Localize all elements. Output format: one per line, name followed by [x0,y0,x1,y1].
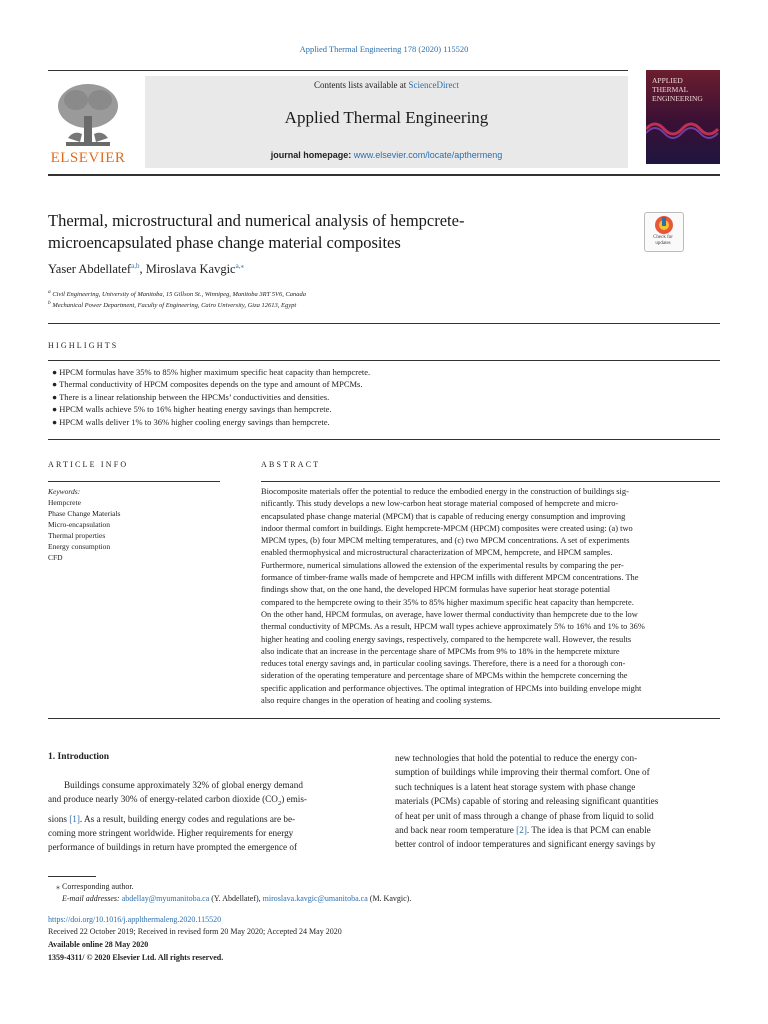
intro-line: better control of indoor temperatures and significant energy savings by [395,839,656,850]
intro-line: Buildings consume approximately 32% of global energy demand [64,780,303,790]
abstract-line: higher heating and cooling energy savings, respectively, compared to the hempcrete wall. However, the results [261,634,632,644]
abstract-line: also require changes in the operation of heating and cooling systems. [261,696,492,706]
check-updates-line: updates [655,240,671,246]
abstract-line: On the other hand, HPCM formulas, on average, have lower thermal conductivity than hempcrete due to the low [261,609,638,619]
paper-title-line: Thermal, microstructural and numerical analysis of hempcrete- [48,211,465,230]
abstract-line: Furthermore, numerical simulations allowed the extension of the experimental results by comparing the per- [261,560,624,570]
copyright-line: 1359-4311/ © 2020 Elsevier Ltd. All rights reserved. [48,953,224,962]
email-label: E-mail addresses: [62,894,122,903]
homepage-line [145,150,628,160]
highlight-text: HPCM walls achieve 5% to 16% higher heating energy savings than hempcrete. [59,404,332,414]
email-owner: (Y. Abdellatef), [209,894,263,903]
affiliation-b [48,300,296,309]
abstract-line: encapsulated phase change material (MPCM) that is capable of reducing energy consumption and improving [261,511,626,521]
journal-title: Applied Thermal Engineering [284,108,489,127]
author-affiliation-sup[interactable]: a,b [131,262,140,270]
reference-link[interactable]: [1] [69,813,80,824]
highlight-item: ● Thermal conductivity of HPCM composites depends on the type and amount of MPCMs. [52,379,363,389]
keyword: Energy consumption [48,542,111,551]
email-owner: (M. Kavgic). [367,894,412,903]
intro-right-column [395,751,720,852]
section-rule [48,718,720,719]
highlight-text: There is a linear relationship between the HPCMs’ conductivities and densities. [59,392,330,402]
author-separator: , [139,262,146,277]
article-info-heading: ARTICLE INFO [48,460,129,469]
abstract-line: MPCM types, (b) four MPCM melting temperatures, and (c) two MPCM concentrations. A set of experiments [261,536,630,546]
abstract-line: also indicate that an increase in the percentage share of MPCMs from 9% to 18% in the hempcrete mixture [261,646,620,656]
check-for-updates-button[interactable] [644,212,684,252]
elsevier-wordmark: ELSEVIER [50,150,126,166]
highlight-item: ● There is a linear relationship between the HPCMs’ conductivities and densities. [52,392,330,402]
abstract-line: formance of timber-frame walls made of hempcrete and HPCM infills with different MPCM concentrations. The [261,573,639,583]
footnote-rule [48,876,96,877]
highlight-text: HPCM formulas have 35% to 85% higher maximum specific heat capacity than hempcrete. [59,367,371,377]
abstract-line: enabled thermophysical and microstructural characterization of MPCM, hempcrete, and HPCM samples. [261,548,613,558]
highlight-text: HPCM walls deliver 1% to 36% higher cooling energy savings than hempcrete. [59,417,330,427]
article-info-rule [48,481,220,482]
email-link[interactable]: abdellay@myumanitoba.ca [121,894,210,903]
affiliation-text: Civil Engineering, University of Manitoba, 15 Gillson St., Winnipeg, Manitoba 3RT 5V6, Canada [52,291,307,299]
author-name: Yaser Abdellatef [48,262,132,277]
abstract-line: reduces total energy savings and, in particular cooling savings. Therefore, there is a need for a thorough con- [261,659,626,669]
author-name: Miroslava Kavgic [145,262,236,277]
highlight-item: ● HPCM walls deliver 1% to 36% higher cooling energy savings than hempcrete. [52,417,330,427]
intro-line [48,792,374,811]
keyword: Micro-encapsulation [48,520,111,529]
sciencedirect-link[interactable]: ScienceDirect [408,80,459,90]
section-rule [48,323,720,324]
top-rule [48,70,628,71]
abstract-line: specific application and performance objectives. The optimal integration of HPCMs into building envelope might [261,683,642,693]
keyword: Hempcrete [48,498,81,507]
intro-text: . As a result, building energy codes and regulations are be- [79,813,296,824]
abstract-line: thermal conductivity of MPCMs. As a result, HPCM wall types achieve approximately 5% to 16% and 1% to 36% [261,622,645,632]
contents-prefix: Contents lists available at [314,80,409,90]
intro-text: and produce nearly 30% of energy-related carbon dioxide (CO [48,794,278,805]
abstract-line: sideration of the operating temperature and percentage share of MPCMs within the hempcrete concerning the [261,671,628,681]
highlight-item: ● HPCM walls achieve 5% to 16% higher heating energy savings than hempcrete. [52,404,332,414]
highlight-item: ● HPCM formulas have 35% to 85% higher maximum specific heat capacity than hempcrete. [52,367,371,377]
paper-title [48,210,618,254]
cover-pattern [646,118,720,140]
journal-citation[interactable]: Applied Thermal Engineering 178 (2020) 115520 [299,44,469,54]
check-updates-icon [645,213,683,237]
corresponding-author-note: ⁎ Corresponding author. [56,882,134,891]
abstract-rule [261,481,720,482]
abstract-heading: ABSTRACT [261,460,321,469]
intro-line [48,812,374,826]
highlights-top-rule [48,360,720,361]
affiliation-sup: b [48,300,51,306]
cover-title-line: APPLIED [652,76,683,85]
check-updates-label [644,235,682,246]
keywords-label: Keywords: [48,487,81,496]
introduction-heading: 1. Introduction [48,752,110,762]
highlight-text: Thermal conductivity of HPCM composites depends on the type and amount of MPCMs. [59,379,363,389]
keyword: Thermal properties [48,531,106,540]
header-rule [48,174,720,176]
affiliation-a [48,289,306,298]
keyword: Phase Change Materials [48,509,121,518]
received-dates: Received 22 October 2019; Received in revised form 20 May 2020; Accepted 24 May 2020 [48,927,342,936]
intro-text: ) emis- [281,794,307,805]
intro-line: new technologies that hold the potential to reduce the energy con- [395,753,638,763]
intro-text: sions [48,813,70,824]
intro-line [395,823,720,837]
abstract-line: nificantly. This study develops a new low-carbon heat storage material composed of hempcrete and micro- [261,499,619,509]
intro-text: and back near room temperature [395,825,517,836]
email-link[interactable]: miroslava.kavgic@umanitoba.ca [262,894,368,903]
homepage-prefix: journal homepage: [270,150,354,160]
cover-title-line: THERMAL [652,85,689,94]
contents-line [145,80,628,90]
abstract-line: Biocomposite materials offer the potential to reduce the embodied energy in the construction of buildings sig- [261,487,629,496]
paper-title-line: microencapsulated phase change material composites [48,233,401,252]
intro-line: sumption of buildings while improving their thermal comfort. One of [395,767,650,778]
doi-link[interactable]: https://doi.org/10.1016/j.applthermaleng.2020.115520 [48,915,222,924]
affiliation-text: Mechanical Power Department, Faculty of Engineering, Cairo University, Giza 12613, Egypt [52,302,297,310]
available-online: Available online 28 May 2020 [48,940,149,949]
check-updates-line: Check for [653,235,673,240]
author-affiliation-sup[interactable]: a,⁎ [235,262,244,270]
section-rule [48,439,720,440]
homepage-link[interactable]: www.elsevier.com/locate/apthermeng [353,150,503,160]
abstract-body [261,486,720,707]
affiliation-sup: a [48,289,51,295]
author-list [48,262,244,277]
intro-line: performance of buildings in return have prompted the emergence of [48,842,298,853]
abstract-line: findings show that, on the one hand, the developed HPCM formulas have superior heat storage potential [261,585,611,595]
abstract-line: indoor thermal comfort in buildings. Eight hempcrete-MPCM (HPCM) composites were created using: (a) two [261,523,633,533]
cover-title [652,76,718,103]
co2-subscript: 2 [277,800,282,808]
highlights-heading: HIGHLIGHTS [48,341,119,350]
intro-line: of heat per unit of mass through a change of phase from liquid to solid [395,810,654,821]
intro-left-column [48,778,374,855]
keyword: CFD [48,553,63,562]
reference-link[interactable]: [2] [516,825,527,836]
abstract-line: compared to the hempcrete owing to their 35% to 85% higher maximum specific heat capacity than hempcrete. [261,597,634,607]
intro-line: coming more stringent worldwide. Higher requirements for energy [48,828,294,839]
intro-line: materials (PCMs) capable of storing and releasing significant quantities [395,796,659,807]
email-line [62,894,411,903]
intro-text: . The idea is that PCM can enable [526,825,651,836]
cover-title-line: ENGINEERING [652,94,703,103]
intro-line: such techniques is a latent heat storage system with phase change [395,781,636,792]
